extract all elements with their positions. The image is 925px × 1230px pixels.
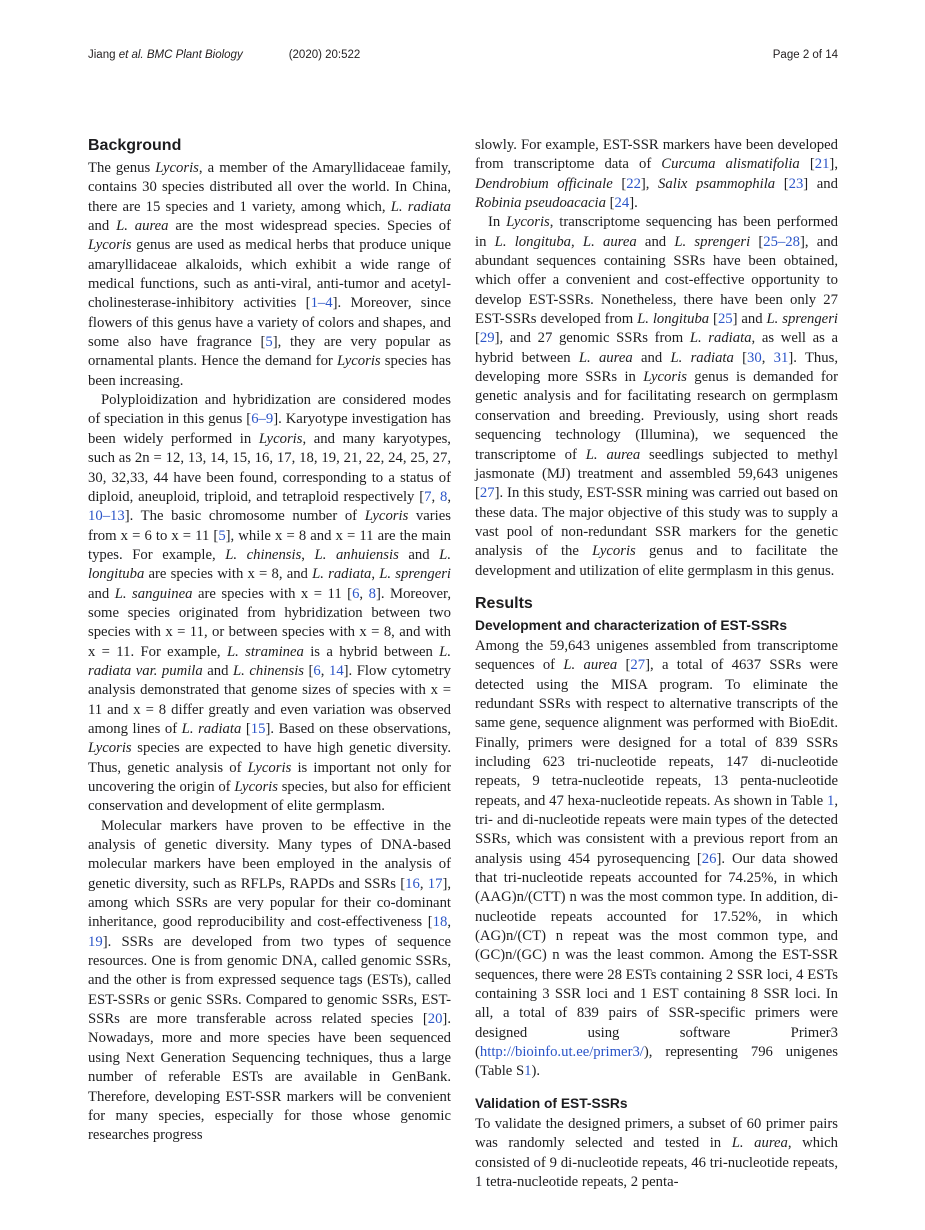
species-name: L. sprengeri	[674, 233, 751, 250]
text-run: and	[88, 585, 115, 602]
text-run: ,	[431, 488, 440, 505]
text-run: and	[398, 546, 440, 563]
text-run: ,	[447, 914, 451, 931]
citation-link[interactable]: 25	[717, 311, 733, 328]
text-run: are the most widespread species. Species of	[168, 218, 451, 235]
citation-link[interactable]: 27	[479, 485, 495, 502]
text-run: [	[799, 156, 815, 173]
species-name: L. aurea	[585, 446, 641, 463]
text-run: ).	[531, 1063, 541, 1080]
text-run: and	[632, 349, 671, 366]
citation-link[interactable]: 21	[814, 156, 830, 173]
text-run: ], and 27 genomic SSRs from	[494, 330, 690, 347]
text-run: Polyploidization and hybridization are considered modes of speciation in this genus [	[88, 392, 451, 428]
citation-link[interactable]: 24	[614, 195, 630, 212]
citation-link[interactable]: 17	[427, 875, 443, 892]
citation-link[interactable]: 6	[313, 662, 321, 679]
species-name: L. chinensis	[225, 546, 302, 563]
text-run: [	[775, 175, 789, 192]
paragraph	[475, 213, 838, 581]
text-run: ,	[320, 662, 329, 679]
citation-link[interactable]: 8	[440, 488, 448, 505]
text-run: , a member of the Amaryllidaceae family, contains 30 species distributed all over the world. In China, there are 15 species and 1 variety, among which,	[88, 160, 451, 215]
citation-link[interactable]: 20	[427, 1011, 443, 1028]
species-name: L. aurea	[731, 1135, 788, 1152]
text-run: seedlings subjected to methyl jasmonate (MJ) treatment and assembled 59,643 unigenes [	[475, 446, 838, 502]
species-name: L. radiata	[312, 566, 372, 583]
text-run: ,	[419, 875, 428, 892]
citation-link[interactable]: 16	[405, 875, 420, 892]
text-run: ], a total of 4637 SSRs were detected using the MISA program. To eliminate the redundant SSRs with respect to alternative transcripts of the same gene, sequence alignment was performed with BioEdit. Finally, primers were designed for a total of 839 SSRs including 623 tri-nucleotide repeats, 147 di-nucleotide repeats, 9 tetra-nucleotide repeats, 13 penta-nucleotide repeats, and 47 hexa-nucleotide repeats. As shown in Table	[475, 657, 839, 809]
section-heading: Background	[88, 137, 182, 154]
text-run: The genus	[88, 160, 156, 176]
species-name: Lycoris	[643, 369, 687, 386]
text-run: ,	[371, 566, 380, 583]
text-run: , and many karyotypes, such as 2n = 12, 13, 14, 15, 16, 17, 18, 19, 21, 22, 24, 25, 27, 30, 32,33, 44 have been found, corresponding to a status of diploid, aneuploid, triploid, and tetraploid respectively [	[88, 430, 451, 505]
species-name: L. longituba	[637, 311, 710, 328]
citation-link[interactable]: 23	[788, 175, 804, 192]
species-name: L. longituba	[88, 546, 451, 583]
species-name: L. radiata	[670, 349, 734, 366]
text-run: ]. Flow cytometry analysis demonstrated that genome sizes of species with x = 11 and x = 8 differ greatly and even variation was observed among lines of	[88, 662, 451, 737]
citation-link[interactable]: 1	[524, 1063, 532, 1080]
text-run: and	[88, 218, 117, 235]
species-name: Lycoris	[337, 353, 381, 370]
citation-link[interactable]: 19	[88, 933, 103, 950]
species-name: L. aurea	[116, 218, 169, 235]
species-name: L. aurea	[578, 349, 633, 366]
text-run: ]. In this study, EST-SSR mining was carried out based on these data. The major objective of this study was to supply a vast pool of non-redundant SSR markers for the genetic analysis of the	[475, 485, 838, 560]
header-issue: (2020) 20:522	[288, 49, 361, 61]
text-run: and	[636, 233, 675, 250]
species-name: Dendrobium officinale	[475, 175, 613, 192]
text-run: , which consisted of 9 di-nucleotide repeats, 46 tri-nucleotide repeats, 1 tetra-nucleotide repeats, 2 penta-	[475, 1135, 838, 1190]
text-run: ] and	[803, 175, 838, 192]
text-run: genus is demanded for genetic analysis and for facilitating research on germplasm conservation and breeding. Previously, using short reads sequencing technology (Illumina), we sequenced the transcriptome of	[475, 369, 839, 463]
text-run: ], they are very popular as ornamental plants. Hence the demand for	[88, 334, 452, 370]
text-run: ]. Based on these observations,	[265, 720, 451, 737]
species-name: Lycoris	[88, 740, 132, 757]
text-run: ]. Moreover, since flowers of this genus have a variety of colors and shapes, and some also have fragrance [	[88, 295, 451, 351]
citation-link[interactable]: 6	[352, 585, 360, 602]
text-run: ]. Our data showed that tri-nucleotide repeats accounted for 74.25%, in which (AAG)n/(CTT) n was the most common type. In addition, di-nucleotide repeats accounted for 17.52%, in which (AG)n/(CT) n repeat was the most common type, and (GC)n/(GC) n was the least common. Among the EST-SSR sequences, there were 28 ESTs containing 2 SSR loci, 4 ESTs containing 3 SSR loci and 1 EST containing 8 SSR loci. In all, a total of 839 pairs of SSR-specific primers were designed using software Primer3 (	[475, 850, 838, 1061]
species-name: Lycoris	[234, 779, 278, 795]
text-run: varies from x = 6 to x = 11 [	[88, 508, 451, 544]
citation-link[interactable]: 1	[826, 792, 835, 809]
species-name: L. aurea	[563, 657, 618, 674]
paragraph	[475, 136, 838, 213]
species-name: Lycoris	[592, 543, 636, 560]
text-run: is a hybrid between	[303, 643, 440, 660]
text-run: slowly. For example, EST-SSR markers have been developed from transcriptome data of	[475, 137, 838, 173]
text-run: Molecular markers have proven to be effective in the analysis of genetic diversity. Many types of DNA-based molecular markers have been employed in the analysis of genetic diversity, such as RFLPs, RAPDs and SSRs [	[88, 817, 451, 892]
text-run: ], while x = 8 and x = 11 are the main types. For example,	[88, 527, 451, 563]
citation-link[interactable]: 18	[432, 914, 448, 931]
species-name: L. sanguinea	[114, 585, 193, 602]
species-name: L. sprengeri	[766, 311, 838, 328]
citation-link[interactable]: 25–28	[763, 233, 800, 250]
header-author: Jiang	[88, 49, 119, 61]
text-run: [	[617, 657, 631, 674]
text-run: ],	[640, 175, 659, 192]
text-run: are species with x = 11 [	[192, 585, 353, 602]
citation-link[interactable]: 7	[424, 488, 432, 505]
text-run: ].	[629, 195, 638, 212]
species-name: L. anhuiensis	[314, 546, 399, 563]
citation-link[interactable]: 8	[368, 585, 376, 602]
text-run: ,	[301, 546, 315, 563]
citation-link[interactable]: 5	[265, 334, 273, 351]
article-body	[88, 136, 838, 1192]
species-name: L. radiata	[689, 330, 752, 347]
text-run: , tri- and di-nucleotide repeats were main types of the detected SSRs, which was consistent with a previous report from an analysis using 454 pyrosequencing [	[475, 792, 838, 867]
text-run: species are expected to have high genetic diversity. Thus, genetic analysis of	[88, 740, 451, 776]
running-head	[88, 49, 360, 61]
citation-link[interactable]: 1–4	[310, 295, 333, 312]
species-name: Robinia pseudoacacia	[475, 195, 606, 212]
text-run: genus and to facilitate the development and utilization of elite germplasm in this genus.	[475, 543, 838, 579]
right-column	[475, 136, 838, 1192]
text-run: ), representing 796 unigenes (Table S	[475, 1044, 838, 1080]
text-run: is important not only for uncovering the origin of	[88, 759, 451, 795]
citation-link[interactable]: 29	[479, 330, 495, 347]
text-run: [	[612, 175, 627, 192]
citation-link[interactable]: 6–9	[251, 411, 274, 428]
page-header	[88, 49, 838, 61]
citation-link[interactable]: 26	[701, 850, 717, 867]
subsection-heading: Development and characterization of EST-SSRs	[475, 617, 788, 633]
text-run: ,	[359, 585, 369, 602]
text-run: ,	[447, 488, 452, 505]
citation-link[interactable]: 30	[747, 349, 762, 366]
species-name: Salix psammophila	[658, 175, 776, 192]
species-name: L. radiata var. pumila	[88, 643, 452, 679]
species-name: L. radiata	[390, 198, 451, 215]
text-run: ], and abundant sequences containing SSRs have been obtained, which offer a convenient and cost-effective opportunity to develop EST-SSRs. Nonetheless, there have been only 27 EST-SSRs developed from	[475, 233, 838, 328]
text-run: [	[750, 233, 764, 250]
text-run: [	[475, 330, 480, 347]
text-run: , as well as a hybrid between	[475, 330, 839, 366]
text-run: In	[488, 214, 507, 231]
url-link[interactable]: http://bioinfo.ut.ee/primer3/	[479, 1044, 644, 1061]
paragraph	[88, 817, 451, 1146]
species-name: L. chinensis	[232, 662, 304, 679]
text-run: ,	[761, 349, 774, 366]
text-run: [	[605, 195, 615, 212]
paragraph	[88, 159, 451, 391]
page-number: Page 2 of 14	[772, 49, 838, 61]
section-heading: Results	[475, 594, 533, 612]
text-run: and	[202, 662, 233, 679]
header-journal: et al. BMC Plant Biology	[118, 49, 243, 61]
species-name: L. radiata	[181, 720, 242, 737]
text-run: Among the 59,643 unigenes assembled from transcriptome sequences of	[475, 637, 838, 674]
citation-link[interactable]: 10–13	[88, 508, 125, 525]
text-run: ], among which SSRs are very popular for their co-dominant inheritance, good reproducibility and cost-effectiveness [	[88, 875, 452, 931]
text-run: [	[733, 349, 748, 366]
text-run: [	[304, 662, 314, 679]
species-name: Lycoris	[506, 214, 550, 231]
text-run: ]. Thus, developing more SSRs in	[475, 349, 838, 386]
text-run: ]. Karyotype investigation has been widely performed in	[88, 411, 451, 447]
left-column	[88, 136, 451, 1192]
citation-link[interactable]: 27	[630, 657, 646, 674]
text-run: ]. The basic chromosome number of	[124, 508, 365, 525]
text-run: [	[241, 720, 251, 737]
species-name: L. straminea	[226, 643, 304, 660]
text-run: ],	[829, 156, 838, 173]
text-run: ]. SSRs are developed from two types of sequence resources. One is from genomic DNA, called genomic SSRs, and the other is from expressed sequence tags (ESTs), called EST-SSRs or genic SSRs. Compared to genomic SSRs, EST-SSRs are more transferable across related species [	[88, 933, 451, 1028]
species-name: Lycoris	[258, 430, 303, 447]
text-run: species, but also for efficient conservation and development of elite germplasm.	[88, 779, 451, 815]
paragraph	[475, 1115, 838, 1192]
text-run: ]. Moreover, some species originated from hybridization between two species with x = 11, or between species with x = 8, and with x = 11. For example,	[88, 585, 452, 660]
citation-link[interactable]: 15	[250, 720, 266, 737]
citation-link[interactable]: 14	[328, 662, 344, 679]
text-run: , transcriptome sequencing has been performed in	[475, 214, 838, 250]
species-name: Curcuma alismatifolia	[661, 156, 800, 173]
citation-link[interactable]: 22	[626, 175, 641, 192]
citation-link[interactable]: 31	[773, 349, 789, 366]
species-name: Lycoris	[364, 508, 409, 525]
text-run: species has been increasing.	[88, 353, 451, 389]
subsection-heading: Validation of EST-SSRs	[475, 1095, 628, 1111]
species-name: L. aurea	[582, 233, 637, 250]
species-name: Lycoris	[88, 237, 132, 254]
text-run: [	[709, 311, 718, 328]
species-name: L. longituba	[494, 233, 572, 250]
text-run: To validate the designed primers, a subset of 60 primer pairs was randomly selected and tested in	[475, 1115, 838, 1152]
paragraph	[88, 391, 451, 817]
text-run: are species with x = 8, and	[144, 566, 313, 583]
species-name: L. sprengeri	[379, 566, 452, 583]
paragraph	[475, 637, 838, 1082]
text-run: ]. Nowadays, more and more species have been sequenced using Next Generation Sequencing techniques, thus a large number of referable ESTs are available in GenBank. Therefore, developing EST-SSR markers will be convenient for many species, especially for those whose genomic researches progress	[88, 1011, 451, 1144]
species-name: Lycoris	[247, 759, 292, 776]
text-run: genus are used as medical herbs that produce unique amaryllidaceae alkaloids, which exhibit a wide range of medical functions, such as anti-viral, anti-tumor and acetyl-cholinesterase-inhibitory activities [	[88, 237, 451, 312]
text-run: ,	[571, 233, 583, 250]
species-name: Lycoris	[155, 160, 199, 176]
citation-link[interactable]: 5	[218, 527, 226, 544]
text-run: ] and	[732, 311, 767, 328]
